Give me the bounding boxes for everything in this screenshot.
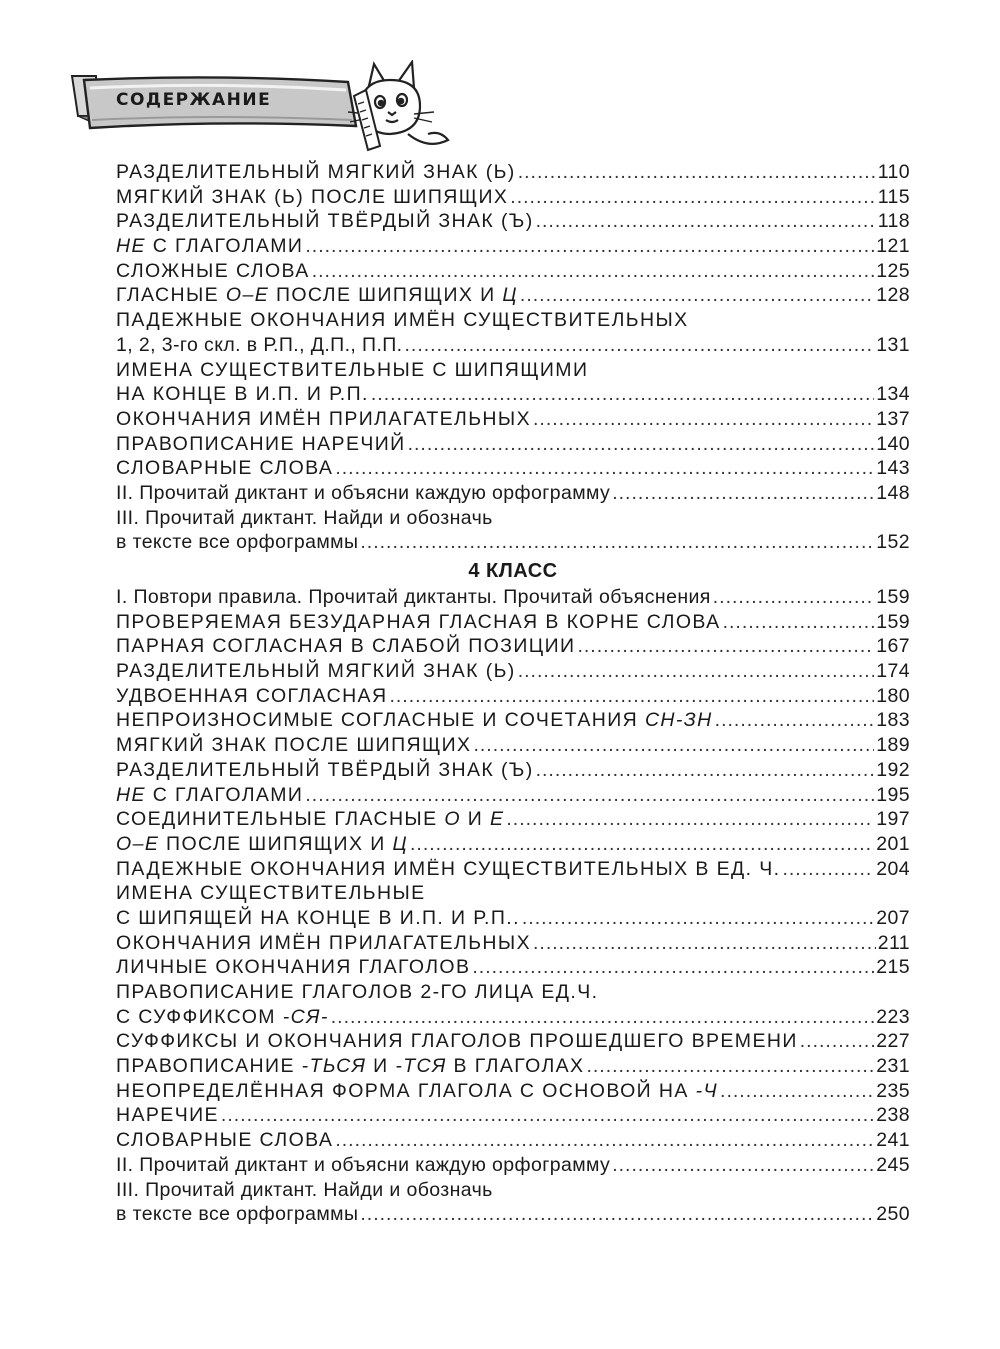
entry-text: II. Прочитай диктант и объясни каждую орфограмму [116,481,611,504]
dot-leader [335,456,874,481]
toc-entry[interactable] [116,234,910,259]
toc-entry-title [116,185,508,210]
dot-leader [522,906,874,931]
toc-entry[interactable] [116,1005,910,1030]
toc-entry-title [116,530,358,555]
toc-entry-title [116,634,575,659]
dot-leader [389,684,874,709]
page-number: 167 [876,635,910,658]
toc-entry[interactable] [116,659,910,684]
dot-leader [221,1103,874,1128]
entry-text: 1, 2, 3-го скл. в Р.П., Д.П., П.П. [116,333,403,356]
page-number: 143 [876,457,910,480]
toc-entry[interactable] [116,955,910,980]
entry-text: РАЗДЕЛИТЕЛЬНЫЙ ТВЁРДЫЙ ЗНАК (Ъ) [116,758,534,781]
entry-text: ПРАВОПИСАНИЕ [116,1055,302,1078]
toc-entry-title [116,283,518,308]
page-number: 250 [876,1203,910,1226]
toc-entry[interactable] [116,333,910,358]
page-number: 195 [876,783,910,806]
dot-leader [723,610,875,635]
toc-entry[interactable] [116,610,910,635]
entry-text: И [460,808,490,831]
page-number: 197 [876,808,910,831]
entry-text: ПРАВОПИСАНИЕ НАРЕЧИЙ [116,432,406,455]
dot-leader [800,1029,875,1054]
table-of-contents [116,160,910,1227]
toc-entry-title [116,807,504,832]
toc-entry[interactable] [116,283,910,308]
page-number: 152 [876,531,910,554]
dot-leader [536,209,876,234]
page-number: 115 [877,185,910,208]
entry-text: УДВОЕННАЯ СОГЛАСНАЯ [116,684,388,707]
toc-entry-title [116,585,711,610]
toc-entry-title [116,684,387,709]
entry-text-italic: -ТЬСЯ [301,1055,367,1078]
entry-text: МЯГКИЙ ЗНАК (Ь) ПОСЛЕ ШИПЯЩИХ [116,185,509,208]
toc-entry[interactable] [116,481,910,506]
toc-entry-title [116,234,303,259]
toc-entry-title [116,610,721,635]
toc-entry-title [116,456,333,481]
dot-leader [577,634,874,659]
entry-text-italic: НЕ [116,783,146,806]
entry-text: НА КОНЦЕ В И.П. И Р.П. [116,383,369,406]
toc-entry[interactable] [116,684,910,709]
dot-leader [335,1128,874,1153]
entry-text: С ГЛАГОЛАМИ [145,783,304,806]
dot-leader [305,234,874,259]
dot-leader [715,708,875,733]
page-title: СОДЕРЖАНИЕ [116,90,272,110]
page-number: 148 [876,481,910,504]
toc-entry-title [116,832,408,857]
toc-entry[interactable] [116,634,910,659]
entry-text-italic: НЕ [116,235,146,258]
entry-text: С ГЛАГОЛАМИ [145,235,304,258]
toc-entry-title [116,259,310,284]
entry-text: ОКОНЧАНИЯ ИМЁН ПРИЛАГАТЕЛЬНЫХ [116,407,531,430]
toc-entry-title [116,1202,358,1227]
toc-entry-title [116,1153,610,1178]
dot-leader [612,481,874,506]
toc-entry-title [116,783,303,808]
toc-entry[interactable] [116,407,910,432]
page-number: 204 [876,857,910,880]
toc-entry[interactable] [116,432,910,457]
entry-text: НЕПРОИЗНОСИМЫЕ СОГЛАСНЫЕ И СОЧЕТАНИЯ [116,709,645,732]
toc-entry[interactable] [116,530,910,555]
dot-leader [371,382,874,407]
entry-text-italic: Ц [502,284,518,307]
entry-text: С ШИПЯЩЕЙ НА КОНЦЕ В И.П. И Р.П.. [116,906,520,929]
toc-entry[interactable] [116,733,910,758]
toc-entry[interactable] [116,1128,910,1153]
page-number: 227 [876,1030,910,1053]
dot-leader [410,832,874,857]
entry-text: СЛОВАРНЫЕ СЛОВА [116,1129,334,1152]
entry-text-italic: -СЯ- [282,1005,329,1028]
toc-entry-title [116,1029,798,1054]
entry-text: ПОСЛЕ ШИПЯЩИХ И [159,832,393,855]
page-number: 159 [876,610,910,633]
toc-entry[interactable] [116,857,910,882]
toc-entry-title [116,160,516,185]
entry-text: ЛИЧНЫЕ ОКОНЧАНИЯ ГЛАГОЛОВ [116,956,471,979]
toc-entry[interactable] [116,1079,910,1104]
entry-text: СУФФИКСЫ И ОКОНЧАНИЯ ГЛАГОЛОВ ПРОШЕДШЕГО ВРЕМЕНИ [116,1030,798,1053]
toc-entry[interactable] [116,456,910,481]
page-number: 118 [877,210,910,233]
dot-leader [518,160,876,185]
toc-entry-title [116,733,471,758]
dot-leader [518,659,875,684]
page-number: 215 [876,956,910,979]
dot-leader [782,857,874,882]
dot-leader [506,807,874,832]
entry-text-italic: -Ч [695,1079,719,1102]
entry-text-italic: О [444,808,461,831]
toc-entry-title [116,209,534,234]
page-number: 137 [876,407,910,430]
section-heading: 4 КЛАСС [468,560,558,582]
toc-entry-title [116,333,403,358]
entry-text: ПРОВЕРЯЕМАЯ БЕЗУДАРНАЯ ГЛАСНАЯ В КОРНЕ СЛОВА [116,610,721,633]
entry-text: ПАРНАЯ СОГЛАСНАЯ В СЛАБОЙ ПОЗИЦИИ [116,635,576,658]
entry-text-italic: Е [489,808,505,831]
toc-entry-line: III. Прочитай диктант. Найди и обозначь [116,506,493,529]
entry-text: ОКОНЧАНИЯ ИМЁН ПРИЛАГАТЕЛЬНЫХ [116,931,531,954]
dot-leader [536,758,875,783]
page-number: 192 [876,758,910,781]
toc-entry-line: III. Прочитай диктант. Найди и обозначь [116,1178,493,1201]
dot-leader [533,931,876,956]
toc-entry-title [116,906,520,931]
entry-text-italic: СН-ЗН [644,709,713,732]
toc-entry[interactable] [116,1202,910,1227]
toc-entry-line: ИМЕНА СУЩЕСТВИТЕЛЬНЫЕ [116,882,426,905]
dot-leader [360,1202,874,1227]
entry-text: С СУФФИКСОМ [116,1005,283,1028]
entry-text: I. Повтори правила. Прочитай диктанты. Прочитай объяснения [116,586,711,608]
toc-entry-title [116,955,470,980]
toc-entry-title [116,481,610,506]
entry-text: в тексте все орфограммы [116,531,359,554]
dot-leader [473,733,874,758]
toc-entry-title [116,659,516,684]
page-number: 121 [876,235,910,258]
toc-entry-title [116,1128,333,1153]
page-number: 245 [876,1153,910,1176]
toc-entry-title [116,382,369,407]
toc-entry[interactable] [116,382,910,407]
dot-leader [510,185,875,210]
toc-entry[interactable] [116,1029,910,1054]
toc-entry[interactable] [116,160,910,185]
entry-text: НЕОПРЕДЕЛЁННАЯ ФОРМА ГЛАГОЛА С ОСНОВОЙ НА [116,1079,696,1102]
dot-leader [472,955,874,980]
toc-entry-line: ПРАВОПИСАНИЕ ГЛАГОЛОВ 2-ГО ЛИЦА ЕД.Ч. [116,981,599,1003]
entry-text: ПОСЛЕ ШИПЯЩИХ И [269,284,503,307]
page-number: 128 [876,284,910,307]
page-number: 241 [876,1129,910,1152]
toc-entry[interactable] [116,807,910,832]
entry-text: РАЗДЕЛИТЕЛЬНЫЙ ТВЁРДЫЙ ЗНАК (Ъ) [116,210,534,233]
toc-entry-title [116,1005,329,1030]
page-number: 183 [876,709,910,732]
toc-entry-title [116,432,406,457]
toc-entry-title [116,931,531,956]
toc-entry[interactable] [116,708,910,733]
toc-entry[interactable] [116,906,910,931]
entry-text: ГЛАСНЫЕ [116,284,226,307]
dot-leader [612,1153,874,1178]
entry-text: В ГЛАГОЛАХ [446,1055,585,1078]
entry-text: СЛОВАРНЫЕ СЛОВА [116,457,334,480]
dot-leader [405,333,875,358]
entry-text: II. Прочитай диктант и объясни каждую орфограмму [116,1153,611,1176]
page-number: 180 [876,684,910,707]
entry-text-italic: Ц [392,832,409,855]
page-number: 134 [876,383,910,406]
toc-entry-title [116,1079,718,1104]
dot-leader [408,432,875,457]
dot-leader [586,1054,874,1079]
toc-entry[interactable] [116,1153,910,1178]
contents-banner [68,60,458,155]
page-number: 131 [876,333,910,356]
dot-leader [312,259,875,284]
page-number: 231 [876,1055,910,1078]
entry-text: РАЗДЕЛИТЕЛЬНЫЙ МЯГКИЙ ЗНАК (Ь) [116,660,516,683]
dot-leader [305,783,874,808]
page-number: 207 [876,906,910,929]
entry-text: в тексте все орфограммы [116,1203,359,1226]
toc-entry[interactable] [116,259,910,284]
entry-text: И [366,1055,396,1078]
toc-entry-line: ПАДЕЖНЫЕ ОКОНЧАНИЯ ИМЁН СУЩЕСТВИТЕЛЬНЫХ [116,309,689,332]
entry-text: СОЕДИНИТЕЛЬНЫЕ ГЛАСНЫЕ [116,808,445,831]
toc-entry[interactable] [116,931,910,956]
toc-entry-line: ИМЕНА СУЩЕСТВИТЕЛЬНЫЕ С ШИПЯЩИМИ [116,358,589,381]
toc-entry[interactable] [116,758,910,783]
page-number: 174 [876,660,910,683]
entry-text: МЯГКИЙ ЗНАК ПОСЛЕ ШИПЯЩИХ [116,734,472,757]
toc-entry[interactable] [116,1054,910,1079]
page-number: 235 [876,1079,910,1102]
toc-entry-title [116,857,780,882]
toc-entry[interactable] [116,209,910,234]
page-number: 140 [876,432,910,455]
page-number: 201 [876,832,910,855]
dot-leader [720,1079,874,1104]
entry-text-italic: О–Е [225,284,270,307]
page-number: 238 [876,1104,910,1127]
page-number: 110 [877,161,910,183]
toc-entry-title [116,1054,584,1079]
dot-leader [533,407,874,432]
dot-leader [331,1005,875,1030]
toc-entry[interactable] [116,185,910,210]
page-number: 211 [877,931,910,954]
toc-entry[interactable] [116,832,910,857]
entry-text: ПАДЕЖНЫЕ ОКОНЧАНИЯ ИМЁН СУЩЕСТВИТЕЛЬНЫХ В ЕД. Ч. [116,857,781,880]
page-number: 159 [876,586,910,608]
toc-entry[interactable] [116,1103,910,1128]
toc-entry-title [116,708,713,733]
toc-entry[interactable] [116,585,910,610]
page-number: 223 [876,1005,910,1028]
toc-entry[interactable] [116,783,910,808]
toc-entry-title [116,407,531,432]
toc-entry-title [116,758,534,783]
entry-text-italic: О–Е [116,832,160,855]
dot-leader [713,585,875,610]
toc-entry-title [116,1103,219,1128]
entry-text: НАРЕЧИЕ [116,1104,219,1127]
entry-text: СЛОЖНЫЕ СЛОВА [116,259,310,282]
page-number: 189 [876,734,910,757]
entry-text: РАЗДЕЛИТЕЛЬНЫЙ МЯГКИЙ ЗНАК (Ь) [116,161,516,183]
page-number: 125 [876,259,910,282]
entry-text-italic: -ТСЯ [395,1055,447,1078]
dot-leader [520,283,874,308]
dot-leader [360,530,874,555]
